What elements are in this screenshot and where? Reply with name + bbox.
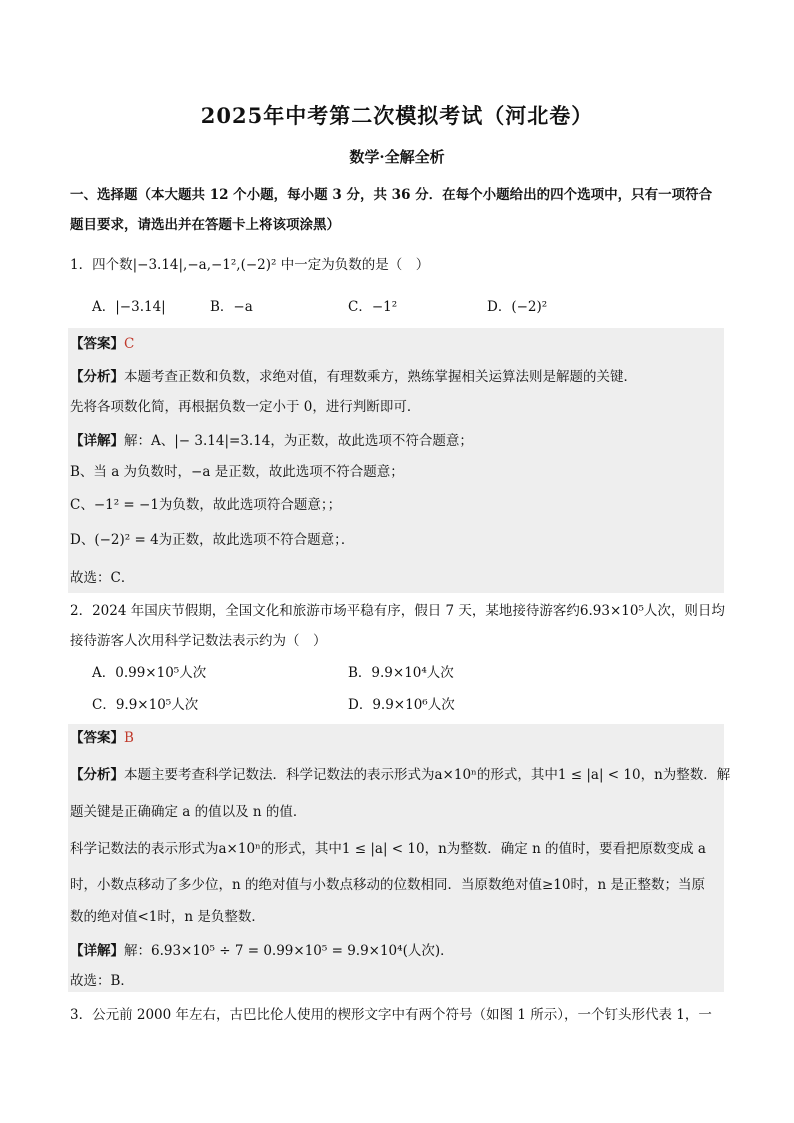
q2-analysis-line5: 数的绝对值<1时，n 是负整数． [70,909,265,925]
q1-option-b: B．−a [210,299,253,315]
q2-analysis-text1: 本题主要考查科学记数法．科学记数法的表示形式为a×10ⁿ的形式，其中1 ≤ |a| < 10，n为整数．解 [124,767,731,783]
q1-option-a: A．|−3.14| [92,299,166,315]
q1-analysis-line1 [70,368,637,386]
q1-detail-line3: C、−1² = −1为负数，故此选项符合题意；； [70,497,342,513]
q1-detail-line4: D、(−2)² = 4为正数，故此选项不符合题意；． [70,532,355,548]
q2-answer-tag: 【答案】 [70,730,124,746]
q1-analysis-line2: 先将各项数化简，再根据负数一定小于 0，进行判断即可． [70,399,421,415]
q2-detail-text1: 解：6.93×10⁵ ÷ 7 = 0.99×10⁵ = 9.9×10⁴(人次)． [124,943,454,959]
q2-option-d: D．9.9×10⁶人次 [348,697,455,713]
q2-stem-line2: 接待游客人次用科学记数法表示约为（ ） [70,633,327,649]
section-heading-line2: 题目要求，请选出并在答题卡上将该项涂黑） [70,217,340,233]
q1-detail-line2: B、当 a 为负数时，−a 是正数，故此选项不符合题意； [70,464,404,480]
q2-option-c: C．9.9×10⁵人次 [92,697,199,713]
q2-analysis-line4: 时，小数点移动了多少位，n 的绝对值与小数点移动的位数相同．当原数绝对值≥10时，n 是正整数；当原 [70,877,705,893]
q2-analysis-line2: 题关键是正确确定 a 的值以及 n 的值． [70,804,307,820]
q1-detail-tag: 【详解】 [70,433,124,449]
q2-stem-line1: 2．2024 年国庆节假期，全国文化和旅游市场平稳有序，假日 7 天，某地接待游客约6.93×10⁵人次，则日均 [70,603,725,619]
page-subtitle: 数学·全解全析 [349,148,445,166]
q2-detail-line1 [70,942,454,960]
q2-answer-value: B [124,730,134,746]
section-heading-line1: 一、选择题（本大题共 12 个小题，每小题 3 分，共 36 分．在每个小题给出的四个选项中，只有一项符合 [70,187,713,203]
q2-answer-line [70,729,134,747]
q2-conclusion: 故选：B． [70,973,134,989]
q1-option-d: D．(−2)² [487,299,548,315]
q1-detail-line1 [70,432,473,450]
q1-answer-value: C [124,336,135,352]
q1-answer-tag: 【答案】 [70,336,124,352]
q2-option-b: B．9.9×10⁴人次 [348,665,454,681]
q2-analysis-line3: 科学记数法的表示形式为a×10ⁿ的形式，其中1 ≤ |a| < 10，n为整数．确定 n 的值时，要看把原数变成 a [70,841,706,857]
q1-analysis-text1: 本题考查正数和负数，求绝对值，有理数乘方，熟练掌握相关运算法则是解题的关键． [124,369,637,385]
page-title: 2025年中考第二次模拟考试（河北卷） [200,103,594,128]
q3-stem-line1: 3．公元前 2000 年左右，古巴比伦人使用的楔形文字中有两个符号（如图 1 所示），一个钉头形代表 1，一 [70,1007,712,1023]
q1-analysis-tag: 【分析】 [70,369,124,385]
q2-option-a: A．0.99×10⁵人次 [92,665,207,681]
q2-analysis-tag: 【分析】 [70,767,124,783]
q1-stem: 1．四个数|−3.14|,−a,−1²,(−2)² 中一定为负数的是（ ） [70,257,430,273]
q1-detail-text1: 解：A、|− 3.14|=3.14，为正数，故此选项不符合题意； [124,433,473,449]
q2-analysis-line1 [70,766,730,784]
q1-conclusion: 故选：C． [70,570,135,586]
q2-detail-tag: 【详解】 [70,943,124,959]
q1-answer-line [70,335,134,353]
q1-option-c: C．−1² [348,299,398,315]
